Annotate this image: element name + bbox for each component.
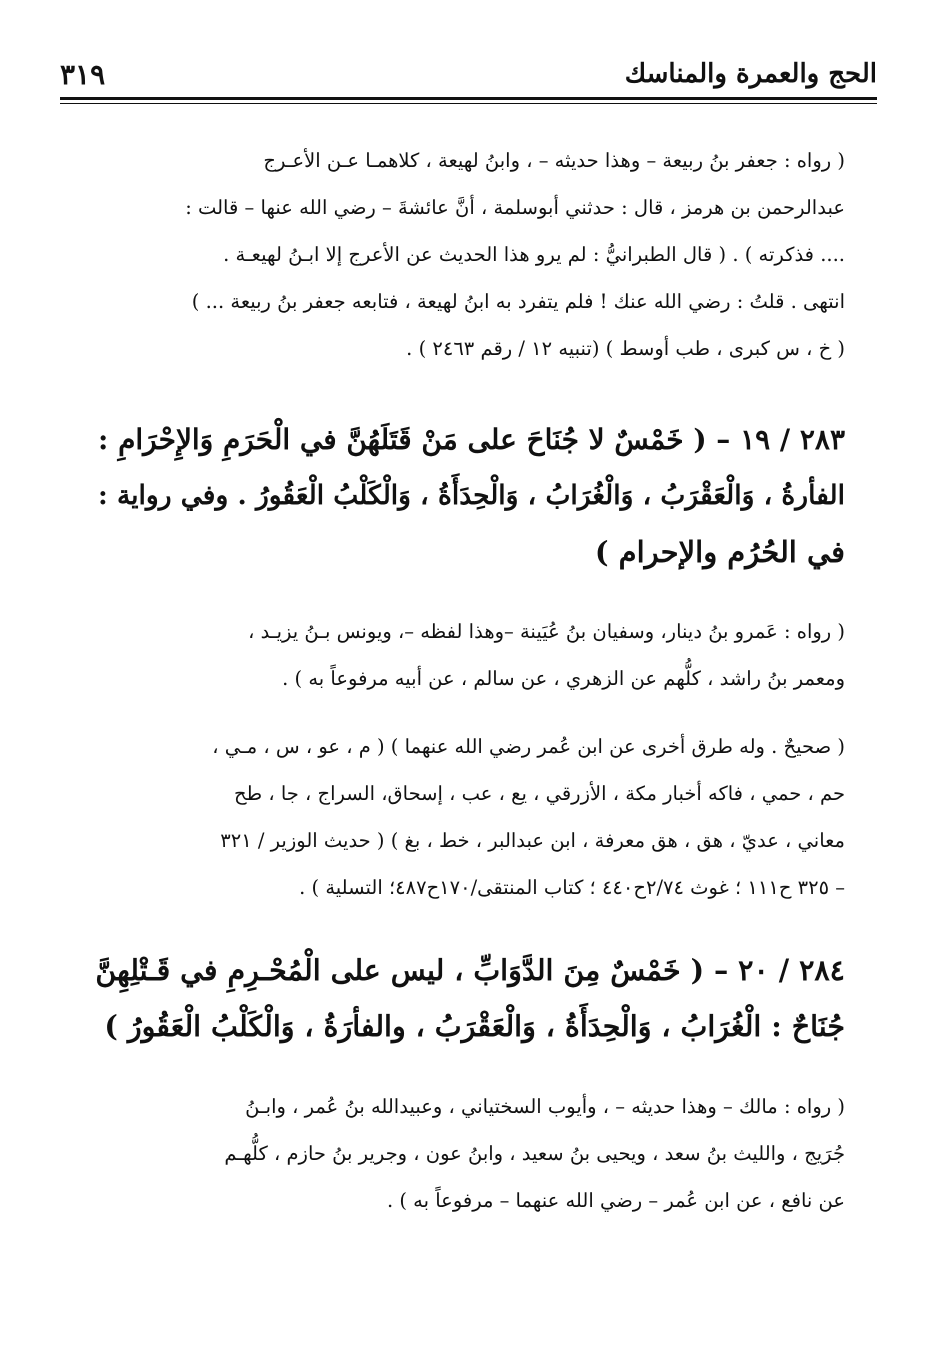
text-line: ( رواه : جعفر بنُ ربيعة – وهذا حديثه – ، وابنُ لهيعة ، كلاهمـا عـن الأعـرج — [263, 149, 845, 172]
hadith-line: ٢٨٤ / ٢٠ – ( خَمْسٌ مِنَ الدَّوَابِّ ، ليس على الْمُحْـرِمِ في قَـتْلِهِنَّ — [95, 953, 845, 987]
hadith-line: جُنَاحٌ : الْغُرَابُ ، وَالْحِدَأَةُ ، وَالْعَقْرَبُ ، والفأرَةُ ، وَالْكَلْبُ الْعَقُورُ ) — [104, 1009, 845, 1043]
page-number: ٣١٩ — [60, 57, 106, 91]
text-line: ومعمر بنُ راشد ، كلُّهم عن الزهري ، عن سالم ، عن أبيه مرفوعاً به ) . — [282, 667, 845, 690]
hadith-283 — [92, 412, 845, 580]
grading-block — [92, 723, 845, 911]
text-line: عبدالرحمن بن هرمز ، قال : حدثني أبوسلمة ، أنَّ عائشةَ – رضي الله عنها – قالت : — [185, 196, 845, 219]
text-line: حم ، حمي ، فاكه أخبار مكة ، الأزرقي ، يع ، عب ، إسحاق، السراج ، جا ، طح — [234, 782, 845, 805]
text-line: ( رواه : عَمرو بنُ دينار، وسفيان بنُ عُيَينة –وهذا لفظه –، ويونس بـنُ يزيـد ، — [248, 620, 845, 643]
hadith-line: في الحُرُم والإحرام ) — [594, 535, 845, 569]
text-line: جُرَيج ، والليث بنُ سعد ، ويحيى بنُ سعيد ، وابنُ عون ، وجرير بنُ حازم ، كلُّهـم — [224, 1142, 845, 1165]
hadith-line: الفأرةُ ، وَالْعَقْرَبُ ، وَالْغُرَابُ ، وَالْحِدَأَةُ ، وَالْكَلْبُ الْعَقُورُ . وفي رواية : — [97, 480, 845, 511]
header-rule — [60, 97, 877, 100]
text-line: – ٣٢٥ ح١١١ ؛ غوث ٢/٧٤ح٤٤٠ ؛ كتاب المنتقى/١٧٠ح٤٨٧؛ التسلية ) . — [299, 876, 845, 899]
text-line: ( صحيحٌ . وله طرق أخرى عن ابن عُمر رضي الله عنهما ) ( م ، عو ، س ، مـي ، — [212, 735, 845, 758]
text-line: عن نافع ، عن ابن عُمر – رضي الله عنهما – مرفوعاً به ) . — [386, 1189, 845, 1212]
text-line: معاني ، عديّ ، هق ، هق معرفة ، ابن عبدالبر ، خط ، بغ ) ( حديث الوزير / ٣٢١ — [220, 829, 845, 852]
text-line: ( خ ، س كبرى ، طب أوسط ) (تنبيه ١٢ / رقم ٢٤٦٣ ) . — [406, 337, 845, 360]
text-line: انتهى . قلتُ : رضي الله عنك ! فلم يتفرد به ابنُ لهيعة ، فتابعه جعفر بنُ ربيعة ... ) — [191, 290, 845, 313]
chapter-title: الحج والعمرة والمناسك — [624, 59, 877, 89]
narration-block-2 — [92, 608, 845, 702]
text-line: ( رواه : مالك – وهذا حديثه – ، وأيوب السختياني ، وعبيدالله بنُ عُمر ، وابـنُ — [245, 1095, 845, 1118]
narration-block-1 — [92, 137, 845, 372]
running-header — [60, 55, 877, 93]
hadith-line: ٢٨٣ / ١٩ – ( خَمْسٌ لا جُنَاحَ على مَنْ قَتَلَهُنَّ في الْحَرَمِ وَالإِحْرَامِ : — [97, 423, 845, 456]
hadith-284 — [92, 942, 845, 1054]
narration-block-3 — [92, 1083, 845, 1224]
text-line: .... فذكرته ) . ( قال الطبرانيُّ : لم يرو هذا الحديث عن الأعرج إلا ابـنُ لهيعـة . — [223, 243, 845, 266]
header-rule-thin — [60, 103, 877, 104]
